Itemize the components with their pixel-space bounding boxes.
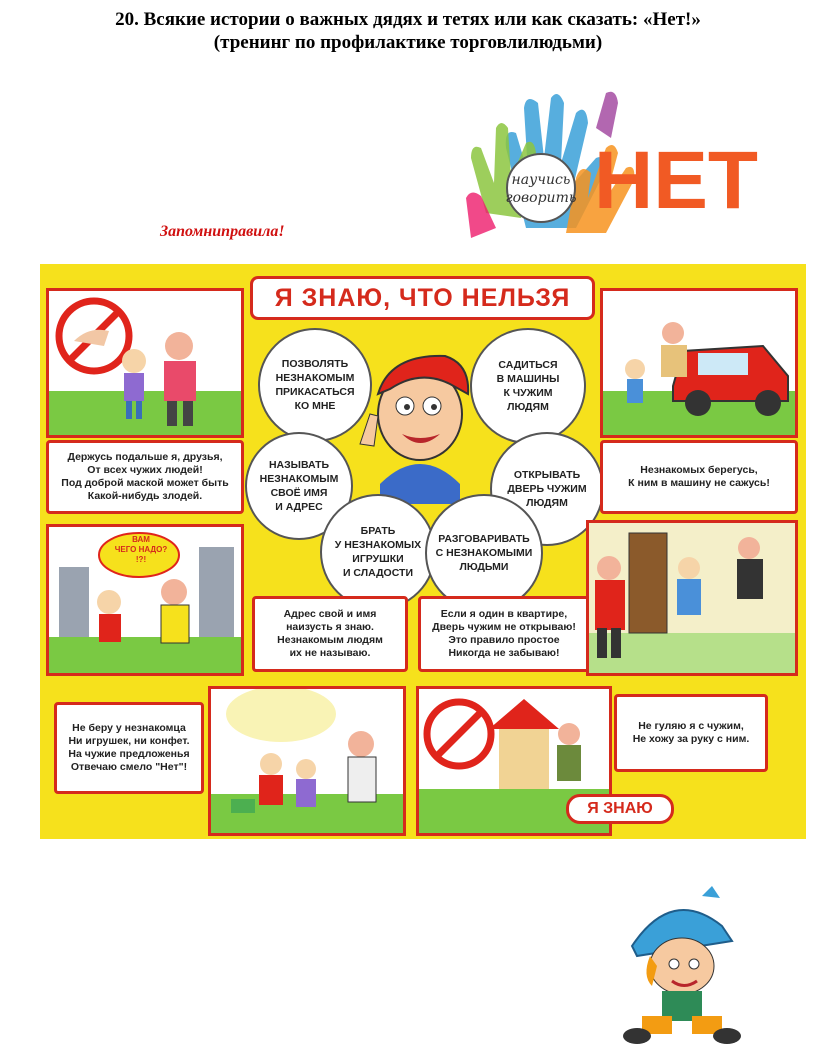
central-boy-illustration [350, 334, 490, 504]
title-line-1: 20. Всякие истории о важных дядях и тетях или как сказать: «Нет!» [115, 9, 701, 30]
panel-no-touching-illustration [49, 291, 241, 435]
cartoon-character-illustration [612, 886, 752, 1046]
logo-circle-text-2: говорить [505, 190, 577, 206]
bubble-cars: САДИТЬСЯ В МАШИНЫ К ЧУЖИМ ЛЮДЯМ [470, 328, 586, 444]
panel-no-door-illustration [589, 523, 795, 673]
caption-keep-distance: Держусь подальше я, друзья, От всех чужих людей! Под доброй маской может быть Какой-нибудь злодей. [46, 440, 244, 514]
bubble-talking: РАЗГОВАРИВАТЬ С НЕЗНАКОМЫМИ ЛЮДЬМИ [425, 494, 543, 612]
bubble-touching: ПОЗВОЛЯТЬ НЕЗНАКОМЫМ ПРИКАСАТЬСЯ КО МНЕ [258, 328, 372, 442]
panel-no-cars-illustration [603, 291, 795, 435]
caption-no-gifts: Не беру у незнакомца Ни игрушек, ни конфет. На чужие предложенья Отвечаю смело "Нет"! [54, 702, 204, 794]
say-no-logo [466, 88, 776, 238]
panel-no-door [586, 520, 798, 676]
caption-no-cars: Незнакомых берегусь, К ним в машину не сажусь! [600, 440, 798, 514]
bubble-open-door: ОТКРЫВАТЬ ДВЕРЬ ЧУЖИМ ЛЮДЯМ [490, 432, 604, 546]
hands-logo-graphic [466, 88, 776, 238]
bubble-toys-sweets: БРАТЬ У НЕЗНАКОМЫХ ИГРУШКИ И СЛАДОСТИ [320, 494, 436, 610]
panel-no-cars [600, 288, 798, 438]
safety-poster [40, 264, 806, 839]
poster-headline: Я ЗНАЮ, ЧТО НЕЛЬЗЯ [250, 276, 595, 320]
panel-no-touching [46, 288, 244, 438]
panel-no-address [46, 524, 244, 676]
logo-circle-text-1: научись [511, 172, 571, 188]
caption-no-walking: Не гуляю я с чужим, Не хожу за руку с ним. [614, 694, 768, 772]
document-title [0, 8, 816, 54]
title-line-2: (тренинг по профилактике торговлилюдьми) [213, 32, 603, 53]
caption-no-address: Адрес свой и имя наизусть я знаю. Незнакомым людям их не называю. [252, 596, 408, 672]
logo-circle [507, 154, 575, 222]
speech-bubble-text: ВАМ ЧЕГО НАДО? !?! [114, 535, 168, 564]
boy-icon [350, 334, 490, 504]
panel-no-gifts [208, 686, 406, 836]
i-know-badge: Я ЗНАЮ [566, 794, 674, 824]
remember-rules-label: Запомниправила! [160, 223, 285, 240]
caption-no-door: Если я один в квартире, Дверь чужим не открываю! Это правило простое Никогда не забываю! [418, 596, 590, 672]
panel-no-gifts-illustration [211, 689, 403, 833]
logo-big-word: НЕТ [594, 135, 758, 226]
boy-in-hat-icon [612, 886, 752, 1046]
bubble-name-address: НАЗЫВАТЬ НЕЗНАКОМЫМ СВОЁ ИМЯ И АДРЕС [245, 432, 353, 540]
